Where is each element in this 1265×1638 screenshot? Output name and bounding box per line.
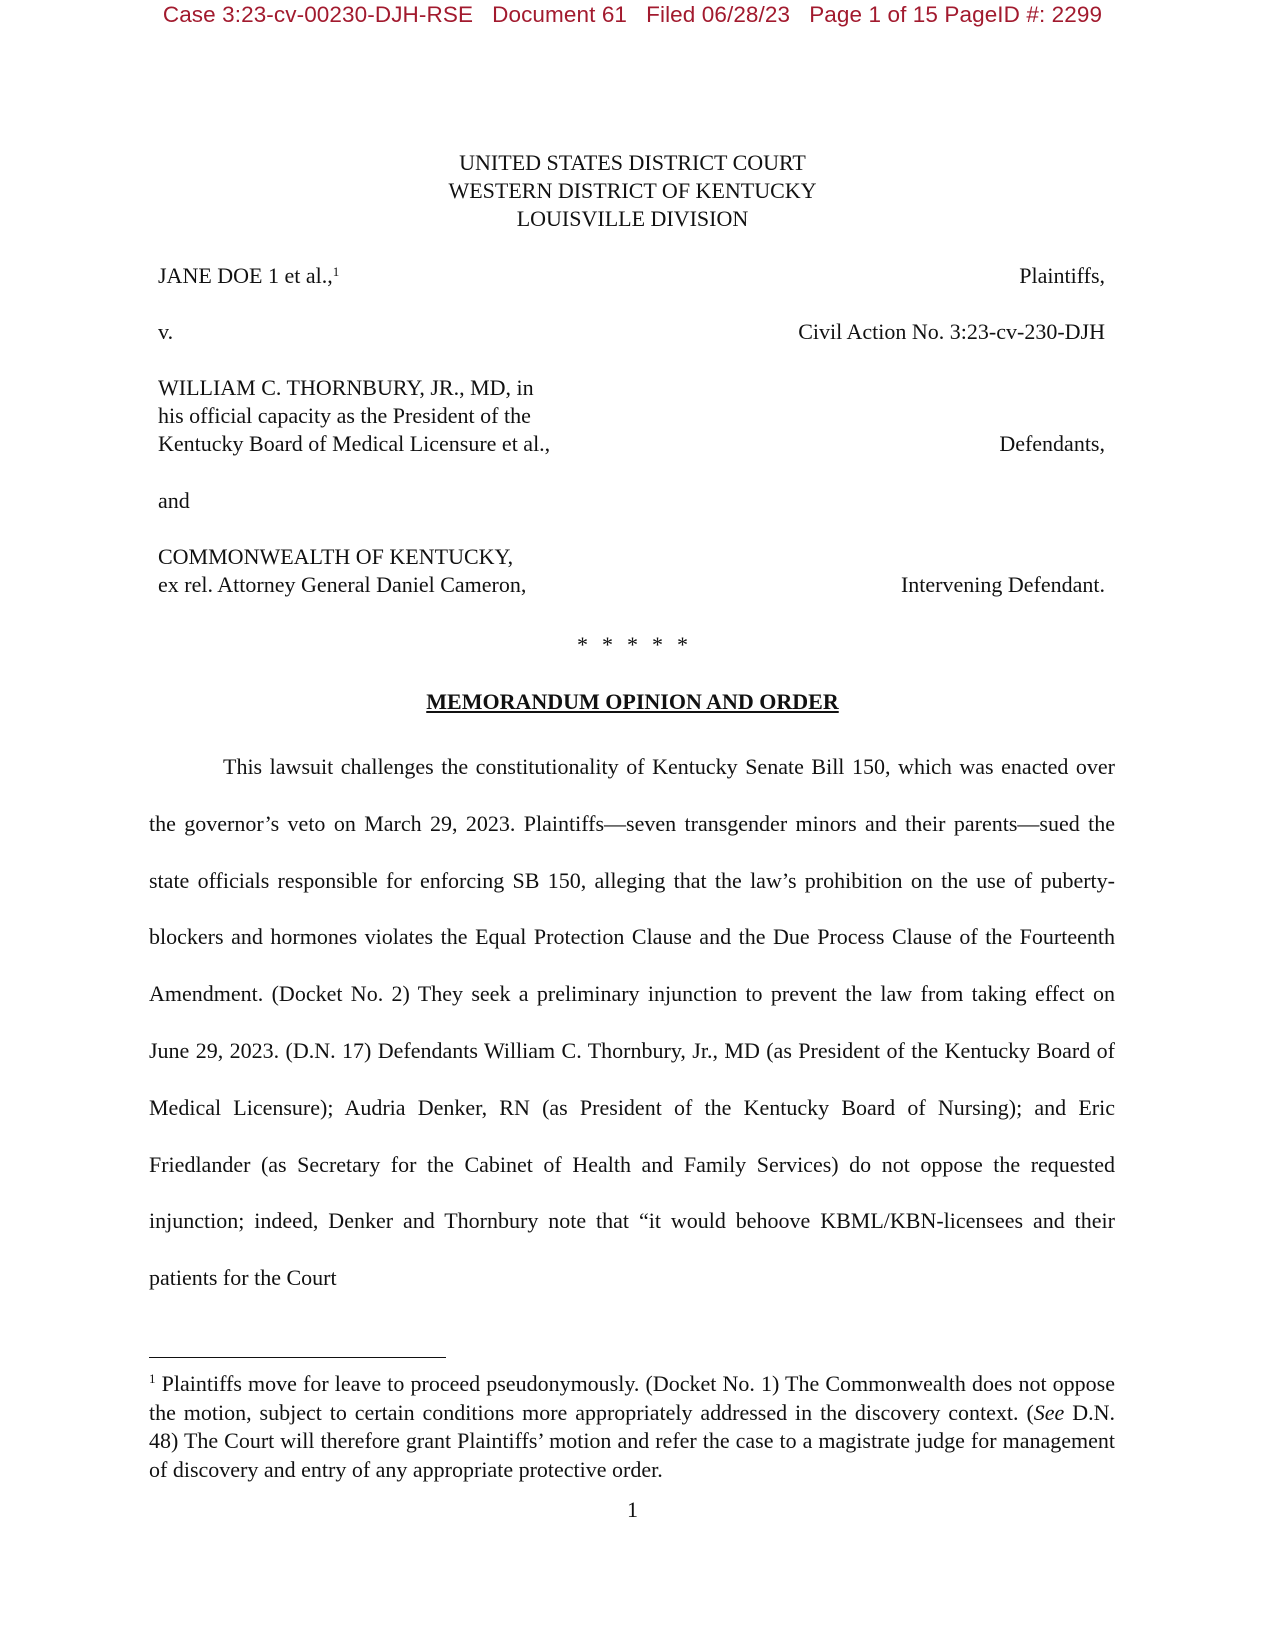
court-heading bbox=[0, 149, 1265, 233]
document-title: MEMORANDUM OPINION AND ORDER bbox=[426, 689, 839, 714]
footnote-marker: 1 bbox=[149, 1371, 156, 1386]
page-id: Page 1 of 15 PageID #: 2299 bbox=[809, 2, 1103, 27]
separator-star: * bbox=[627, 632, 638, 657]
filed-date: Filed 06/28/23 bbox=[646, 2, 791, 27]
page-number: 1 bbox=[627, 1497, 638, 1522]
plaintiff-name-text: JANE DOE 1 et al., bbox=[158, 263, 333, 288]
footnote-ref-1: 1 bbox=[332, 264, 340, 279]
court-line-3: LOUISVILLE DIVISION bbox=[516, 206, 749, 231]
intervenor-role: Intervening Defendant. bbox=[900, 572, 1105, 597]
civil-action-number: Civil Action No. 3:23-cv-230-DJH bbox=[798, 319, 1105, 344]
plaintiff-role: Plaintiffs, bbox=[1019, 263, 1105, 288]
footnote-text-1: Plaintiffs move for leave to proceed pseudonymously. (Docket No. 1) The Commonwealth does not oppose the motion, subject to certain conditions more appropriately addressed in the discovery context. ( bbox=[149, 1371, 1116, 1425]
intervenor-block bbox=[158, 543, 526, 599]
separator-star: * bbox=[577, 632, 588, 657]
section-separator bbox=[0, 632, 1265, 658]
plaintiff-name bbox=[158, 262, 339, 290]
separator-star: * bbox=[652, 632, 663, 657]
court-line-2: WESTERN DISTRICT OF KENTUCKY bbox=[448, 178, 817, 203]
intervenor-line-2: ex rel. Attorney General Daniel Cameron, bbox=[158, 572, 527, 597]
defendant-block bbox=[158, 374, 550, 458]
conjunction-and: and bbox=[158, 488, 190, 513]
intervenor-line-1: COMMONWEALTH OF KENTUCKY, bbox=[158, 544, 514, 569]
defendant-line-3: Kentucky Board of Medical Licensure et al., bbox=[158, 431, 551, 456]
defendant-line-2: his official capacity as the President of the bbox=[158, 403, 531, 428]
defendant-role: Defendants, bbox=[999, 431, 1105, 456]
court-line-1: UNITED STATES DISTRICT COURT bbox=[459, 150, 806, 175]
separator-star: * bbox=[677, 632, 688, 657]
filing-header-stamp bbox=[0, 2, 1265, 28]
footnote-text-2: D.N. 48) The Court will therefore grant Plaintiffs’ motion and refer the case to a magistrate judge for management of discovery and entry of any appropriate protective order. bbox=[149, 1399, 1115, 1482]
case-number: Case 3:23-cv-00230-DJH-RSE bbox=[162, 2, 474, 27]
body-paragraph: This lawsuit challenges the constitutionality of Kentucky Senate Bill 150, which was enacted over the governor’s veto on March 29, 2023. Plaintiffs—seven transgender minors and their parents—sued the state officials responsible for enforcing SB 150, alleging that the law’s prohibition on the use of puberty-blockers and hormones violates the Equal Protection Clause and the Due Process Clause of the Fourteenth Amendment. (Docket No. 2) They seek a preliminary injunction to prevent the law from taking effect on June 29, 2023. (D.N. 17) Defendants William C. Thornbury, Jr., MD (as President of the Kentucky Board of Medical Licensure); Audria Denker, RN (as President of the Kentucky Board of Nursing); and Eric Friedlander (as Secretary for the Cabinet of Health and Family Services) do not oppose the requested injunction; indeed, Denker and Thornbury note that “it would behoove KBML/KBN-licensees and their patients for the Court bbox=[149, 754, 1115, 1291]
footnote-divider bbox=[149, 1357, 446, 1358]
footnote-italic-see: See bbox=[1033, 1399, 1065, 1425]
footnote-1 bbox=[149, 1370, 1115, 1484]
defendant-line-1: WILLIAM C. THORNBURY, JR., MD, in bbox=[158, 375, 534, 400]
separator-star: * bbox=[602, 632, 613, 657]
versus: v. bbox=[158, 319, 174, 344]
document-number: Document 61 bbox=[492, 2, 628, 27]
